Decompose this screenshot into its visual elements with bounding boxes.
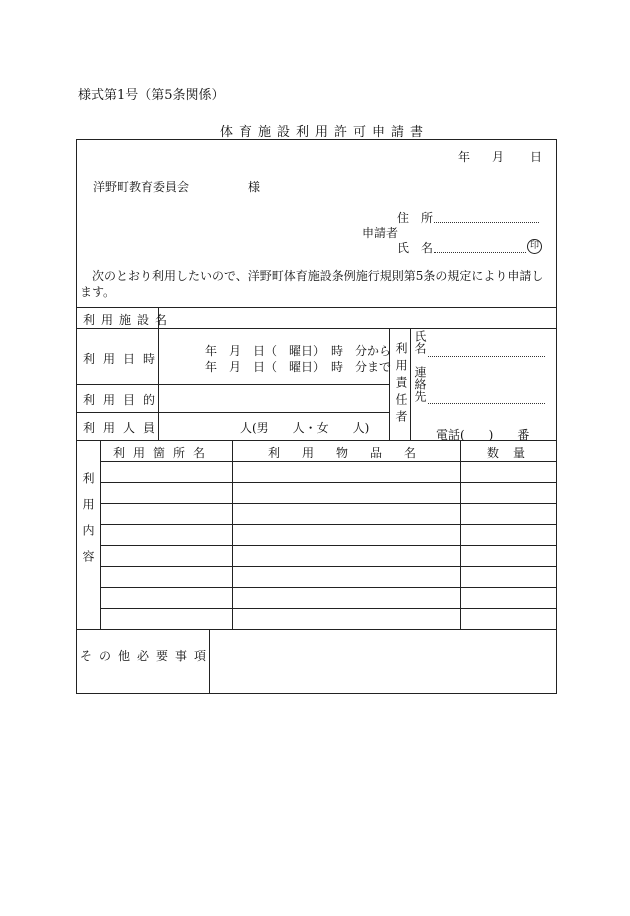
contents-side-divider [100, 440, 101, 630]
application-statement: 次のとおり利用したいので、洋野町体育施設条例施行規則第5条の規定により申請します。 [80, 269, 544, 299]
applicant-address-field[interactable] [434, 222, 539, 223]
contents-row[interactable] [100, 461, 557, 462]
responsible-phone[interactable]: 電話( ) 番 [436, 428, 530, 442]
contents-row[interactable] [100, 524, 557, 525]
contents-col-divider [460, 440, 461, 630]
row-divider [76, 412, 389, 413]
people-label: 利用人員 [83, 421, 164, 435]
addressee-honorific: 様 [248, 180, 261, 194]
date-month-label: 月 [492, 150, 505, 164]
facility-label: 利用施設名 [83, 313, 174, 327]
other-field[interactable] [212, 632, 554, 691]
responsible-name-field[interactable] [428, 356, 545, 357]
responsible-name-label: 氏名 [413, 330, 427, 354]
contents-col-divider [232, 440, 233, 630]
contents-row[interactable] [100, 545, 557, 546]
responsible-contact-field[interactable] [428, 403, 545, 404]
datetime-label: 利用日時 [83, 352, 164, 366]
date-day-label: 日 [530, 150, 543, 164]
contents-col-qty: 数量 [487, 446, 540, 460]
responsible-contact-label: 連絡先 [413, 366, 427, 402]
contents-col-place: 利用箇所名 [113, 446, 214, 460]
datetime-to[interactable]: 年 月 日（ 曜日） 時 分まで [205, 360, 392, 374]
row-divider [76, 328, 557, 329]
row-divider [76, 307, 557, 308]
responsible-divider [410, 328, 411, 440]
responsible-label: 利用責任者 [394, 342, 408, 427]
contents-row[interactable] [100, 503, 557, 504]
seal-mark-icon: 印 [527, 239, 542, 254]
applicant-name-field[interactable] [434, 252, 526, 253]
date-year-label: 年 [458, 150, 471, 164]
purpose-label: 利用目的 [83, 393, 164, 407]
contents-col-item: 利用物品名 [268, 446, 439, 460]
contents-row[interactable] [100, 482, 557, 483]
contents-bottom-divider [76, 629, 557, 630]
datetime-from[interactable]: 年 月 日（ 曜日） 時 分から [205, 344, 392, 358]
row-divider [76, 384, 389, 385]
people-count[interactable]: 人(男 人・女 人) [240, 421, 370, 435]
contents-row[interactable] [100, 608, 557, 609]
form-title: 体育施設利用許可申請書 [220, 125, 430, 140]
form-number: 様式第1号（第5条関係） [78, 88, 225, 103]
applicant-group-label: 申請者 [362, 226, 399, 240]
contents-row[interactable] [100, 566, 557, 567]
contents-side-label: 利用内容 [81, 472, 95, 576]
contents-row[interactable] [100, 587, 557, 588]
applicant-name-label: 氏 名 [397, 241, 434, 255]
applicant-address-label: 住 所 [397, 211, 434, 225]
other-label: その他必要事項 [80, 649, 214, 663]
addressee-name: 洋野町教育委員会 [93, 180, 190, 194]
